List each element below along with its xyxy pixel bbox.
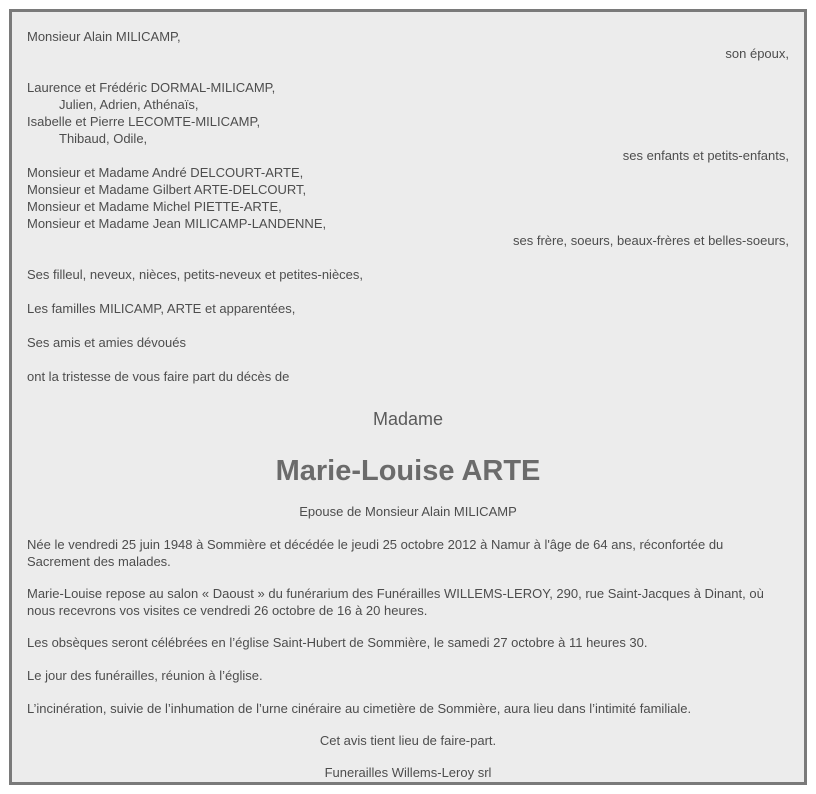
death-notice — [9, 9, 807, 785]
children-role: ses enfants et petits-enfants, — [622, 148, 789, 163]
families-line: Les familles MILICAMP, ARTE et apparentées, — [27, 301, 296, 316]
extended-family-line: Ses filleul, neveux, nièces, petits-neveux et petites-nièces, — [27, 267, 364, 282]
deceased-name: Marie-Louise ARTE — [275, 455, 541, 487]
spouse-line: Monsieur Alain MILICAMP, — [27, 29, 181, 44]
viewing-paragraph: Marie-Louise repose au salon « Daoust » du funérarium des Funérailles WILLEMS-LEROY, 290, rue Saint-Jacques à Dinant, où nous recevrons vos visites ce vendredi 26 octobre de 16 à 20 heures. — [27, 586, 764, 618]
friends-line: Ses amis et amies dévoués — [27, 335, 186, 350]
funeral-paragraph: Les obsèques seront célébrées en l’église Saint-Hubert de Sommière, le samedi 27 octobre à 11 heures 30. — [27, 635, 648, 650]
notice-content — [27, 28, 789, 781]
sibling-line: Monsieur et Madame Jean MILICAMP-LANDENNE, — [27, 216, 327, 231]
siblings-role: ses frère, soeurs, beaux-frères et belles-soeurs, — [512, 233, 789, 248]
child-line: Isabelle et Pierre LECOMTE-MILICAMP, — [27, 114, 261, 129]
birth-death-paragraph: Née le vendredi 25 juin 1948 à Sommière et décédée le jeudi 25 octobre 2012 à Namur à l'âge de 64 ans, réconfortée du Sacrement des malades. — [27, 537, 724, 569]
grandchildren-line: Thibaud, Odile, — [59, 131, 148, 146]
sibling-line: Monsieur et Madame Gilbert ARTE-DELCOURT, — [27, 182, 307, 197]
sibling-line: Monsieur et Madame André DELCOURT-ARTE, — [27, 165, 304, 180]
grandchildren-line: Julien, Adrien, Athénaïs, — [59, 97, 199, 112]
funeral-home: Funerailles Willems-Leroy srl — [324, 765, 492, 780]
cremation-paragraph: L’incinération, suivie de l’inhumation de l’urne cinéraire au cimetière de Sommière, aura lieu dans l’intimité familiale. — [27, 701, 692, 716]
child-line: Laurence et Frédéric DORMAL-MILICAMP, — [27, 80, 276, 95]
deceased-subtitle: Epouse de Monsieur Alain MILICAMP — [299, 504, 517, 519]
deceased-title: Madame — [372, 409, 444, 429]
meeting-paragraph: Le jour des funérailles, réunion à l’église. — [27, 668, 263, 683]
announcement-line: ont la tristesse de vous faire part du décès de — [27, 369, 290, 384]
notice-note: Cet avis tient lieu de faire-part. — [319, 733, 497, 748]
spouse-role: son époux, — [725, 46, 789, 61]
sibling-line: Monsieur et Madame Michel PIETTE-ARTE, — [27, 199, 282, 214]
